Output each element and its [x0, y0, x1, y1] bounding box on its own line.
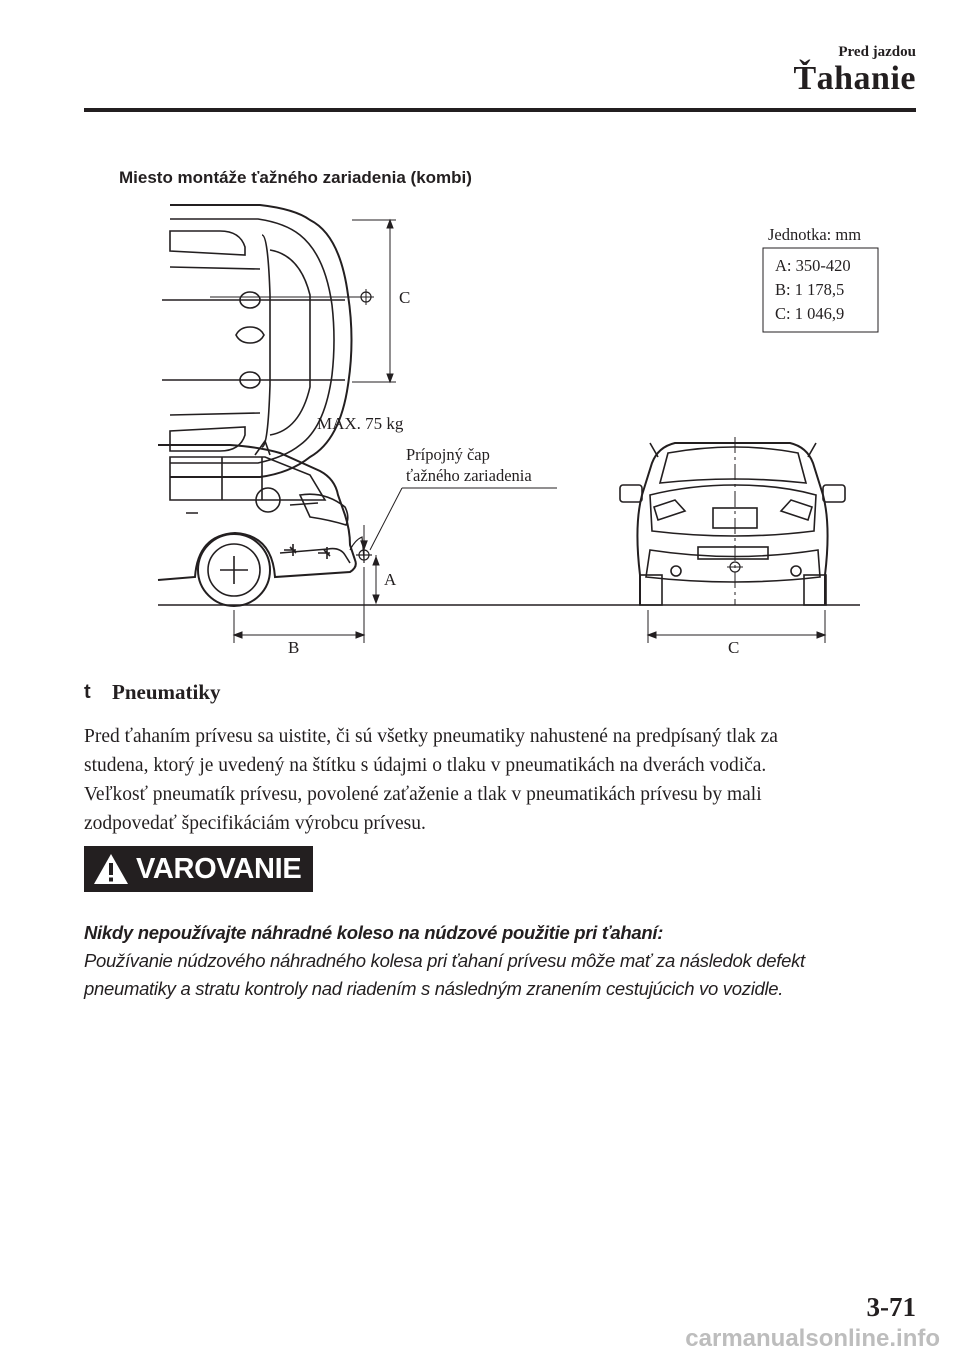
callout-leader	[370, 488, 402, 550]
page-number: 3-71	[866, 1292, 916, 1322]
paragraph-line: Pred ťahaním prívesu sa uistite, či sú všetky pneumatiky nahustené na predpísaný tlak za	[84, 726, 778, 747]
paragraph-line: zodpovedať špecifikáciám výrobcu prívesu.	[84, 813, 426, 834]
paragraph-line: Veľkosť pneumatík prívesu, povolené zaťaženie a tlak v pneumatikách prívesu by mali	[84, 784, 762, 805]
dim-c-value: C: 1 046,9	[775, 304, 845, 323]
dim-a-value: A: 350-420	[775, 256, 851, 275]
watermark: carmanualsonline.info	[685, 1325, 940, 1352]
dim-label-c-rear: C	[728, 638, 740, 657]
dimension-a	[373, 555, 379, 603]
warning-line: Používanie núdzového náhradného kolesa pri ťahaní prívesu môže mať za následok defekt	[84, 950, 805, 971]
unit-label: Jednotka: mm	[768, 225, 862, 244]
section-marker: t	[84, 681, 91, 703]
tow-ball-rear	[727, 562, 743, 572]
tow-ball-label-1: Prípojný čap	[406, 445, 490, 464]
towbar-figure	[150, 195, 880, 670]
header-rule	[84, 108, 916, 112]
towbar-diagram	[150, 195, 880, 665]
tow-ball-label-2: ťažného zariadenia	[406, 466, 532, 485]
warning-line: pneumatiky a stratu kontroly nad riadením s následným zranením cestujúcich vo vozidle.	[84, 978, 784, 999]
figure-caption: Miesto montáže ťažného zariadenia (kombi)	[119, 168, 472, 187]
warning-title: Nikdy nepoužívajte náhradné koleso na núdzové použitie pri ťahaní:	[84, 922, 664, 943]
section-heading-text: Pneumatiky	[112, 680, 221, 704]
dim-label-c-top: C	[399, 288, 411, 307]
car-top-view	[162, 205, 365, 477]
max-load-label: MAX. 75 kg	[317, 414, 404, 433]
paragraph-line: studena, ktorý je uvedený na štítku s údajmi o tlaku v pneumatikách na dverách vodiča.	[84, 755, 767, 776]
page-title: Ťahanie	[793, 60, 916, 97]
warning-label: VAROVANIE	[136, 852, 302, 885]
warning-triangle-icon	[92, 852, 130, 886]
dim-b-value: B: 1 178,5	[775, 280, 845, 299]
dim-label-a: A	[384, 570, 397, 589]
section-heading	[84, 680, 221, 705]
warning-banner	[84, 846, 313, 892]
tow-ball-top	[358, 289, 374, 305]
car-side-view	[158, 441, 356, 606]
dim-label-b: B	[288, 638, 300, 657]
dimension-c-top	[352, 220, 396, 382]
header-section: Pred jazdou	[838, 44, 916, 60]
car-rear-view	[620, 443, 845, 605]
